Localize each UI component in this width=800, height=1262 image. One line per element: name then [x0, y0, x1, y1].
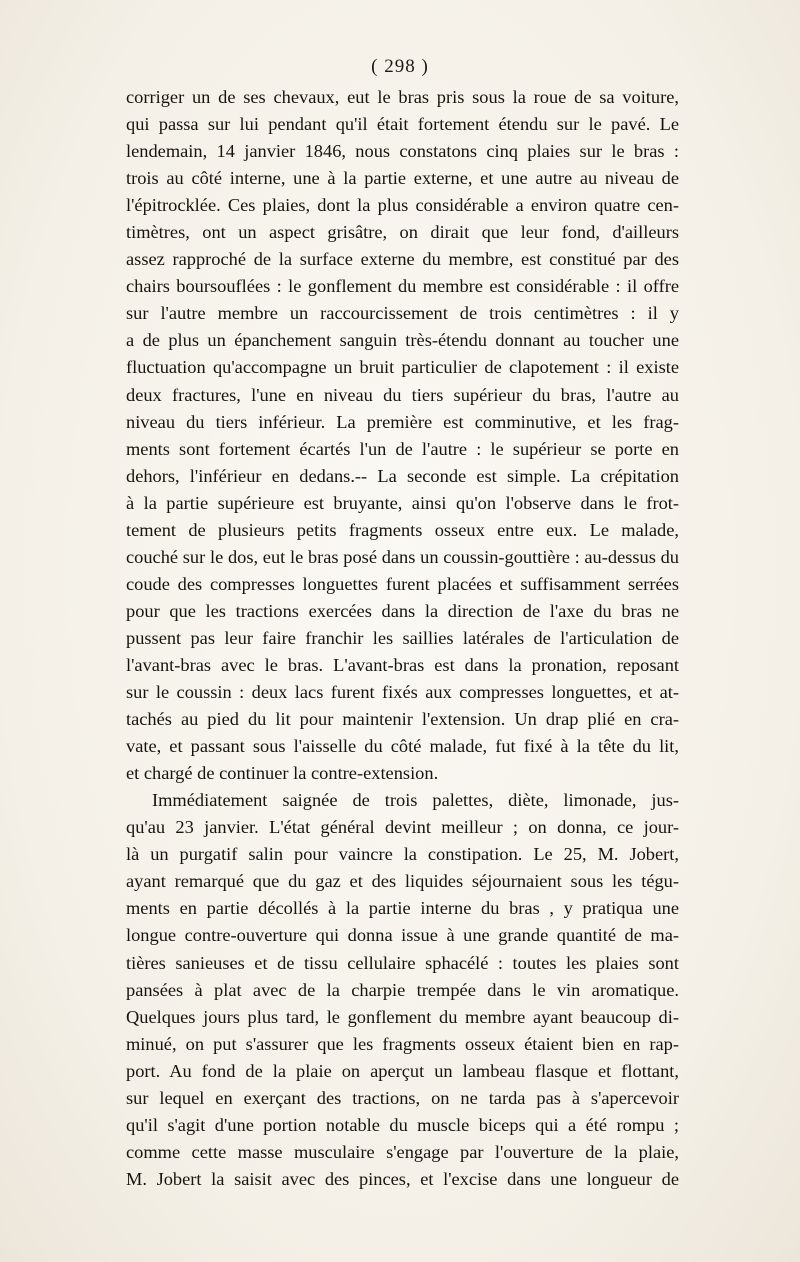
text-line: tement de plusieurs petits fragments osseux entre eux. Le malade,: [126, 519, 679, 540]
text-line: ments sont fortement écartés l'un de l'autre : le supérieur se porte en: [126, 438, 679, 459]
body-text: [126, 84, 679, 1193]
text-line: trois au côté interne, une à la partie externe, et une autre au niveau de: [126, 168, 679, 189]
text-line: couché sur le dos, eut le bras posé dans un coussin-gouttière : au-dessus du: [126, 546, 679, 567]
text-line: chairs boursouflées : le gonflement du membre est considérable : il offre: [126, 276, 679, 297]
text-line: vate, et passant sous l'aisselle du côté malade, fut fixé à la tête du lit,: [126, 736, 679, 757]
text-line: qui passa sur lui pendant qu'il était fortement étendu sur le pavé. Le: [126, 114, 679, 135]
text-line: là un purgatif salin pour vaincre la constipation. Le 25, M. Jobert,: [126, 844, 679, 865]
text-line: minué, on put s'assurer que les fragments osseux étaient bien en rap-: [126, 1033, 679, 1054]
text-line: sur le coussin : deux lacs furent fixés aux compresses longuettes, et at-: [126, 682, 679, 703]
text-line: Immédiatement saignée de trois palettes, diète, limonade, jus-: [152, 790, 679, 811]
text-line: port. Au fond de la plaie on aperçut un lambeau flasque et flottant,: [126, 1060, 679, 1081]
text-line: tachés au pied du lit pour maintenir l'extension. Un drap plié en cra-: [126, 709, 679, 730]
text-line: timètres, ont un aspect grisâtre, on dirait que leur fond, d'ailleurs: [126, 222, 679, 243]
text-line: l'avant-bras avec le bras. L'avant-bras est dans la pronation, reposant: [126, 654, 679, 675]
text-line: qu'au 23 janvier. L'état général devint meilleur ; on donna, ce jour-: [126, 817, 679, 838]
text-line: qu'il s'agit d'une portion notable du muscle biceps qui a été rompu ;: [126, 1114, 679, 1135]
text-line: niveau du tiers inférieur. La première est comminutive, et les frag-: [126, 411, 679, 432]
text-line: corriger un de ses chevaux, eut le bras pris sous la roue de sa voiture,: [126, 87, 679, 107]
text-line: M. Jobert la saisit avec des pinces, et l'excise dans une longueur de: [126, 1168, 679, 1189]
text-line: dehors, l'inférieur en dedans.-- La seconde est simple. La crépitation: [126, 465, 679, 486]
text-line: ments en partie décollés à la partie interne du bras , y pratiqua une: [126, 898, 679, 919]
text-line: l'épitrocklée. Ces plaies, dont la plus considérable a environ quatre cen-: [126, 195, 679, 216]
page-number: ( 298 ): [371, 56, 429, 77]
text-line: a de plus un épanchement sanguin très-étendu donnant au toucher une: [126, 330, 679, 351]
text-line: coude des compresses longuettes furent placées et suffisamment serrées: [126, 573, 679, 594]
text-line: comme cette masse musculaire s'engage par l'ouverture de la plaie,: [126, 1141, 679, 1162]
text-line: à la partie supérieure est bruyante, ainsi qu'on l'observe dans le frot-: [126, 492, 679, 513]
text-line: pansées à plat avec de la charpie trempée dans le vin aromatique.: [126, 979, 679, 1000]
text-line: Quelques jours plus tard, le gonflement du membre ayant beaucoup di-: [126, 1006, 679, 1027]
text-line: assez rapproché de la surface externe du membre, est constitué par des: [126, 249, 679, 270]
text-line: deux fractures, l'une en niveau du tiers supérieur du bras, l'autre au: [126, 384, 679, 405]
text-line: pour que les tractions exercées dans la direction de l'axe du bras ne: [126, 600, 679, 621]
text-line: et chargé de continuer la contre-extension.: [126, 763, 439, 784]
text-line: fluctuation qu'accompagne un bruit particulier de clapotement : il existe: [126, 357, 679, 378]
text-line: lendemain, 14 janvier 1846, nous constatons cinq plaies sur le bras :: [126, 141, 679, 162]
text-line: sur l'autre membre un raccourcissement de trois centimètres : il y: [126, 303, 679, 324]
text-line: ayant remarqué que du gaz et des liquides séjournaient sous les tégu-: [126, 871, 679, 892]
text-line: longue contre-ouverture qui donna issue à une grande quantité de ma-: [126, 925, 679, 946]
text-line: sur lequel en exerçant des tractions, on ne tarda pas à s'apercevoir: [126, 1087, 679, 1108]
text-line: pussent pas leur faire franchir les saillies latérales de l'articulation de: [126, 627, 679, 648]
text-line: tières sanieuses et de tissu cellulaire sphacélé : toutes les plaies sont: [126, 952, 679, 973]
